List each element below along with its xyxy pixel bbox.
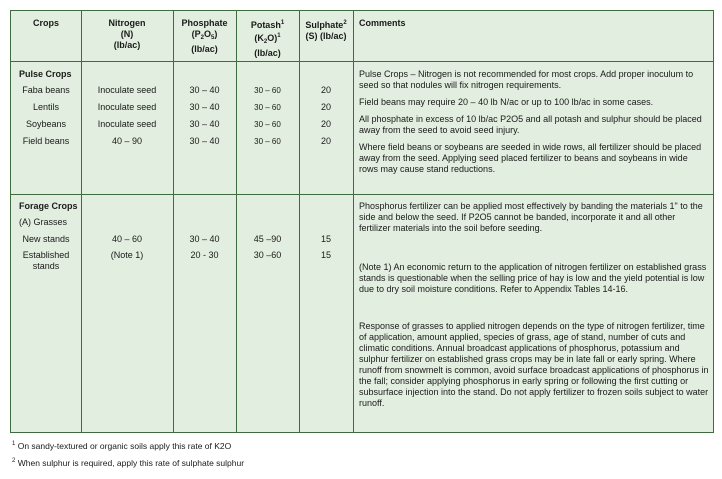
header-comments: Comments <box>359 18 406 28</box>
pulse-nitrogen: Inoculate seed <box>97 85 157 95</box>
pulse-potash: 30 – 60 <box>254 103 281 112</box>
forage-sulphate: 15 <box>320 234 331 244</box>
pulse-phosphate: 30 – 40 <box>189 136 220 146</box>
forage-potash: 45 –90 <box>253 234 282 244</box>
pulse-sulphate: 20 <box>320 119 331 129</box>
forage-phosphate: 30 – 40 <box>189 234 220 244</box>
pulse-crop: Soybeans <box>25 119 67 129</box>
pulse-title: Pulse Crops <box>19 69 72 79</box>
pulse-crop: Lentils <box>32 102 59 112</box>
pulse-comments: Pulse Crops – Nitrogen is not recommended for most crops. Add proper inoculum to seed so that nodules will fix nitrogen requirements. Field beans may require 20 – 40 lb N/ac or up to 100 lb/ac in some cases. All phosphate in excess of 10 lb/ac P2O5 and all potash and sulphur should be placed away from the seed to avoid seed injury. Where field beans or soybeans are seeded in wide rows, all fertilizer should be placed away from the seed. Applying seed placed fertilizer to beans and soybeans in wide rows may cause stand reductions. <box>359 69 702 174</box>
pulse-sulphate: 20 <box>320 136 331 146</box>
forage-potash: 30 –60 <box>253 250 282 260</box>
pulse-phosphate: 30 – 40 <box>189 85 220 95</box>
forage-nitrogen: 40 – 60 <box>111 234 143 244</box>
pulse-nitrogen: 40 – 90 <box>111 136 143 146</box>
pulse-phosphate: 30 – 40 <box>189 102 220 112</box>
header-sulphate: Sulphate$^2$ (S) (lb/ac) <box>305 20 347 41</box>
forage-comments: Phosphorus fertilizer can be applied most effectively by banding the materials 1" to the side and below the seed. If P2O5 cannot be banded, incorporate it and all other fertilizer materials into the soil before seeding. (Note 1) An economic return to the application of nitrogen fertilizer on established grass stands is questionable when the selling price of hay is low and the yield potential is low due to dry soil moisture conditions. Refer to Appendix Tables 14-16. Response of grasses to applied nitrogen depends on the type of nitrogen fertilizer, time of application, amount applied, species of grass, age of stand, number of cuts and climatic conditions. Annual broadcast applications of phosphorus, potassium and sulphur fertilizer on established grass crops may be in late fall or early spring. Where runoff from snowmelt is common, avoid surface broadcast applications of phosphorus in the fall; consider applying phosphorus in early spring or following the first cutting or subsurface injection into the stand. Do not apply fertilizer to frozen soils subject to water runoff. <box>359 201 709 408</box>
forage-crop: New stands <box>22 234 70 244</box>
forage-nitrogen: (Note 1) <box>110 250 144 260</box>
forage-subtitle: (A) Grasses <box>19 217 68 227</box>
pulse-nitrogen: Inoculate seed <box>97 119 157 129</box>
forage-crop: Established stands <box>22 250 70 271</box>
header-potash: Potash$^1$ $(K_2O)^1$ (lb/ac) <box>250 20 285 58</box>
pulse-sulphate: 20 <box>320 102 331 112</box>
footnote-2: $^2$ When sulphur is required, apply this rate of sulphate sulphur <box>12 458 245 468</box>
forage-sulphate: 15 <box>320 250 331 260</box>
pulse-potash: 30 – 60 <box>254 86 281 95</box>
header-crops: Crops <box>32 18 59 28</box>
forage-phosphate: 20 - 30 <box>190 250 219 260</box>
footnote-1: $^1$ On sandy-textured or organic soils apply this rate of K2O <box>12 441 232 451</box>
pulse-crop: Field beans <box>22 136 70 146</box>
header-nitrogen: Nitrogen (N) (lb/ac) <box>108 18 146 50</box>
pulse-phosphate: 30 – 40 <box>189 119 220 129</box>
fertilizer-table <box>10 10 714 433</box>
pulse-potash: 30 – 60 <box>254 120 281 129</box>
forage-title: Forage Crops <box>19 201 78 211</box>
pulse-sulphate: 20 <box>320 85 331 95</box>
header-phosphate: Phosphate $(P_2O_5)$ (lb/ac) <box>181 18 228 54</box>
pulse-crop: Faba beans <box>22 85 70 95</box>
pulse-nitrogen: Inoculate seed <box>97 102 157 112</box>
pulse-potash: 30 – 60 <box>254 137 281 146</box>
